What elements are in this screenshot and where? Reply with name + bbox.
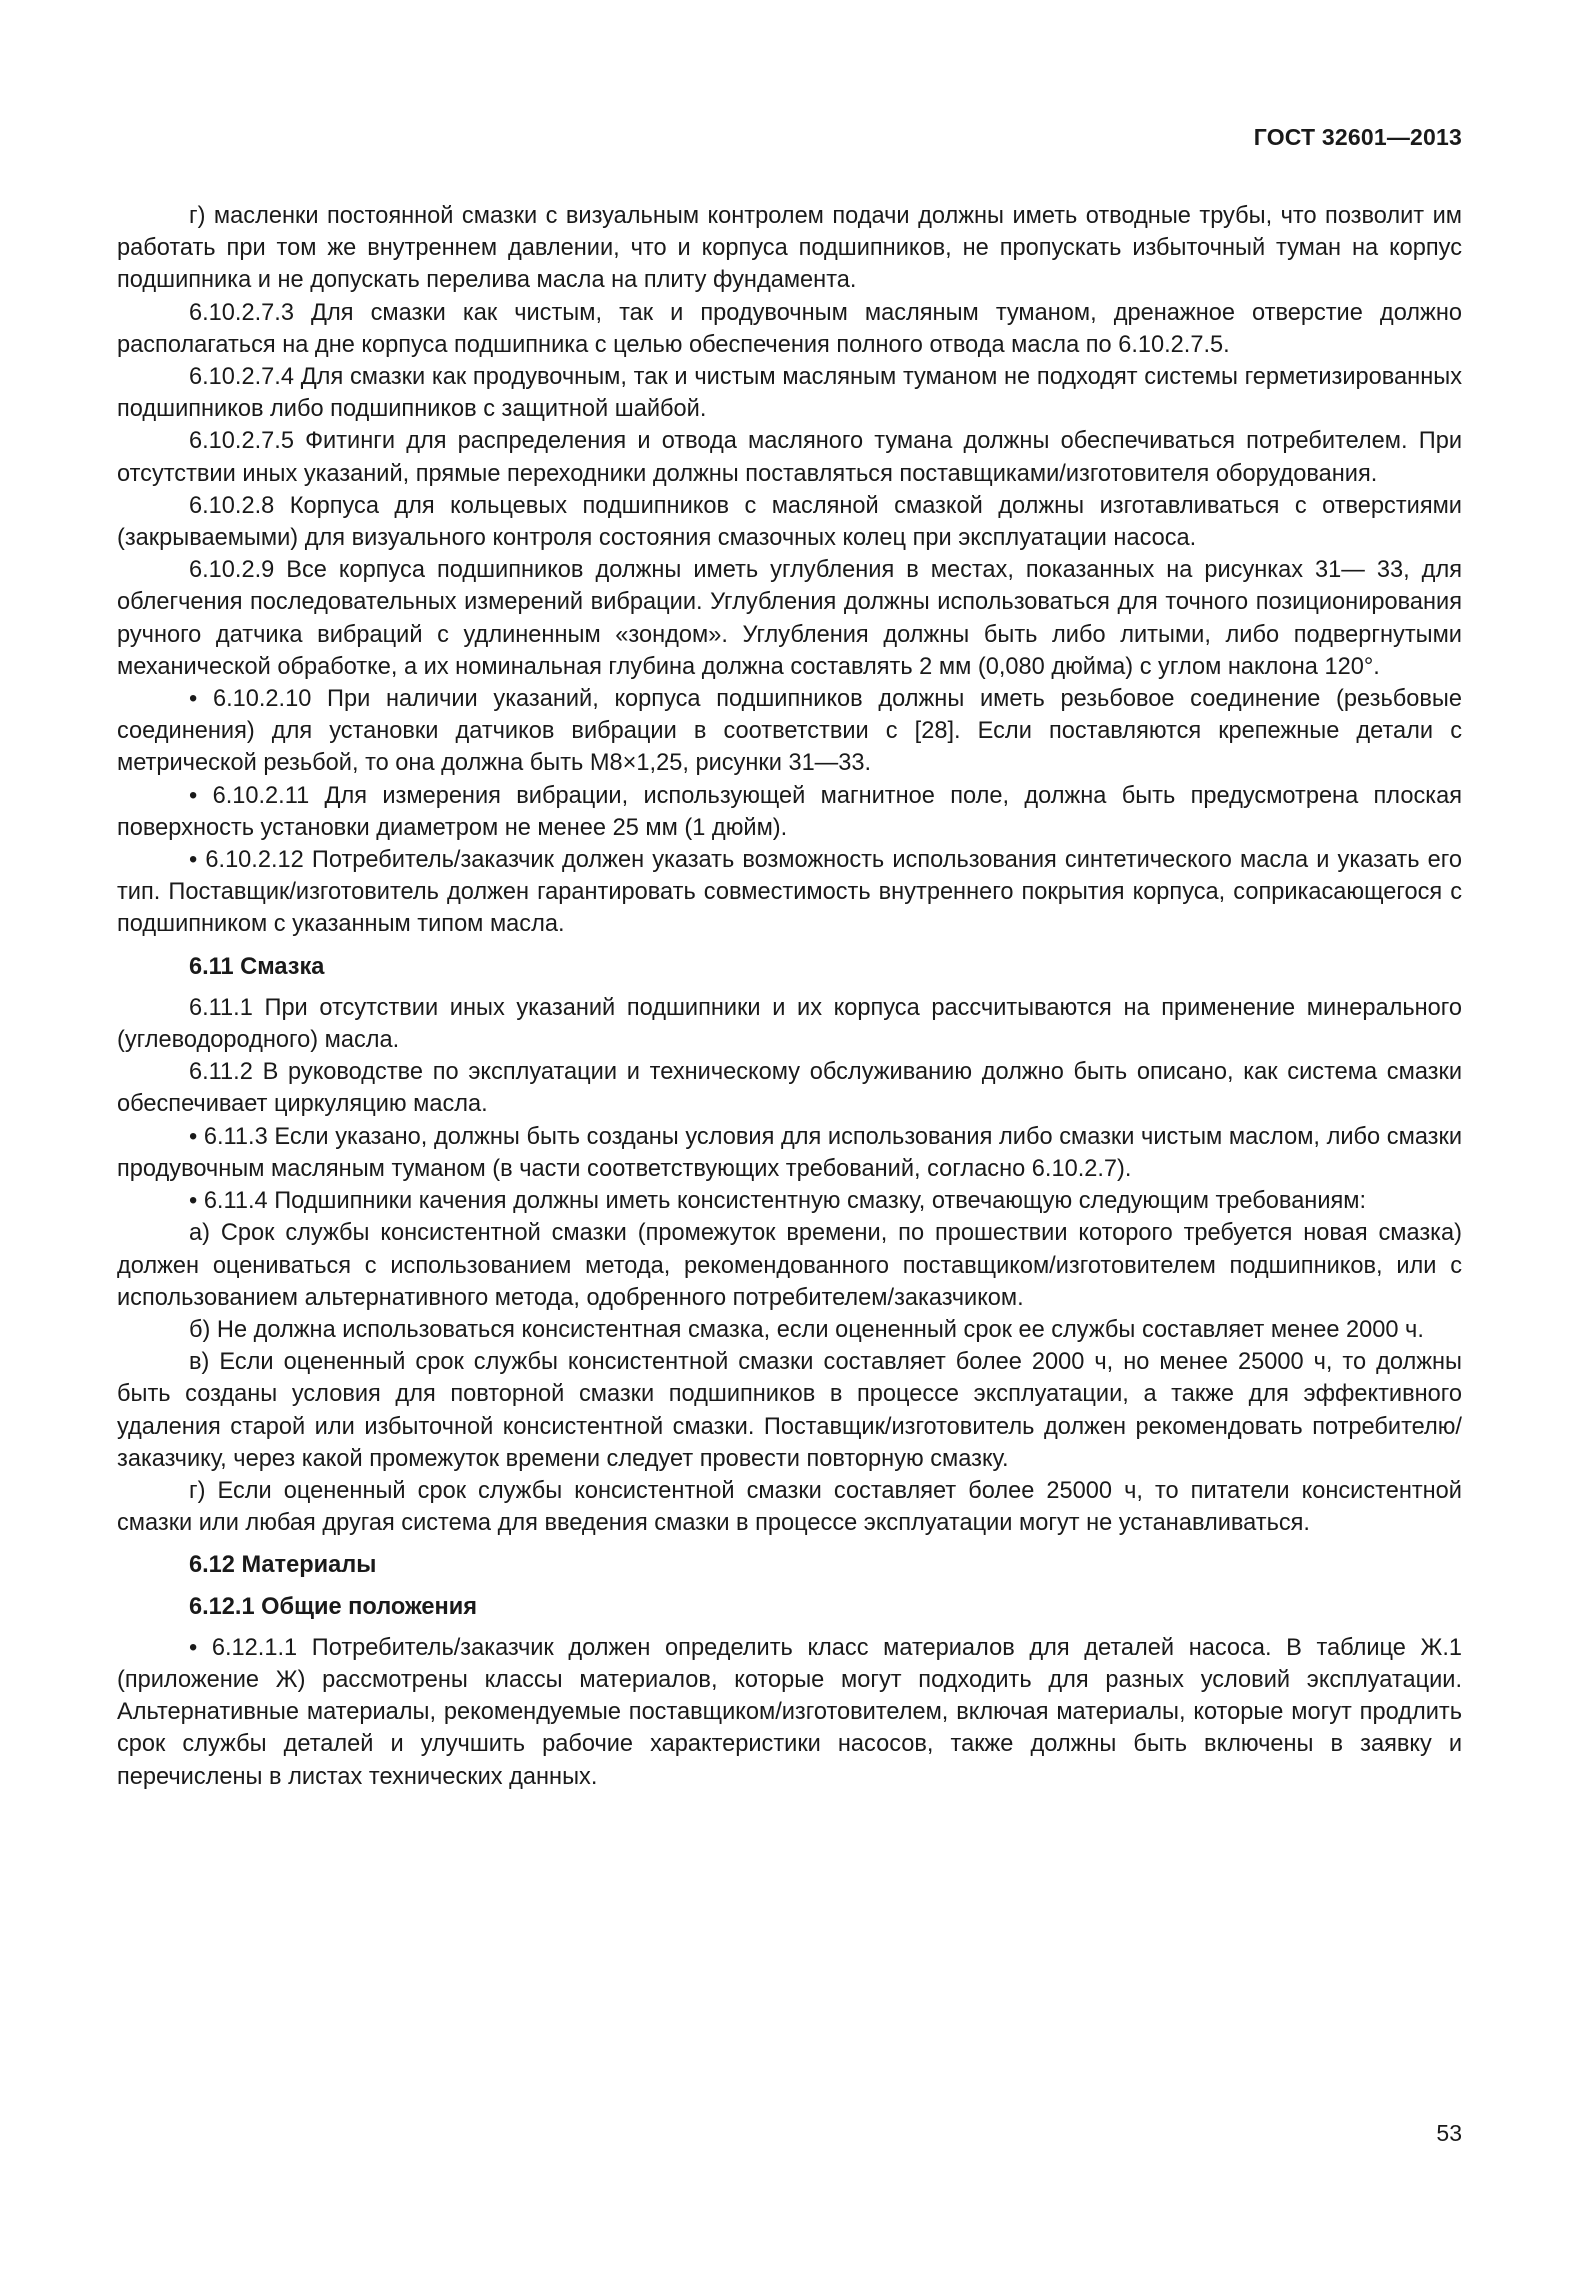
section-heading-6-12: 6.12 Материалы bbox=[189, 1552, 377, 1579]
section-heading-6-11: 6.11 Смазка bbox=[189, 953, 325, 980]
paragraph-6-10-2-10: • 6.10.2.10 При наличии указаний, корпуса подшипников должны иметь резьбовое соединение (резьбовые соединения) для установки датчиков вибрации в соответствии с [28]. Если поставляются крепежные детали с метрической резьбой, то она должна быть М8×1,25, рисунки 31—33. bbox=[117, 686, 1462, 777]
document-body bbox=[117, 200, 1462, 1793]
paragraph-6-11-2: 6.11.2 В руководстве по эксплуатации и техническому обслуживанию должно быть описано, как система смазки обеспечивает циркуляцию масла. bbox=[117, 1059, 1462, 1118]
paragraph-6-10-2-7-4: 6.10.2.7.4 Для смазки как продувочным, так и чистым масляным туманом не подходят системы герметизированных подшипников либо подшипников с защитной шайбой. bbox=[117, 364, 1462, 423]
paragraph-6-11-4-g: г) Если оцененный срок службы консистентной смазки составляет более 25000 ч, то питатели консистентной смазки или любая другая система для введения смазки в процессе эксплуатации могут не устанавливаться. bbox=[117, 1477, 1462, 1537]
paragraph-6-10-2-9: 6.10.2.9 Все корпуса подшипников должны иметь углубления в местах, показанных на рисунках 31— 33, для облегчения последовательных измерений вибрации. Углубления должны использоваться для точного позиционирования ручного датчика вибраций с удлиненным «зондом». Углубления должны быть либо литыми, либо подвергнутыми механической обработке, а их номинальная глубина должна составлять 2 мм (0,080 дюйма) с углом наклона 120°. bbox=[117, 557, 1462, 680]
paragraph-6-11-4: • 6.11.4 Подшипники качения должны иметь консистентную смазку, отвечающую следующим требованиям: bbox=[189, 1188, 1367, 1215]
paragraph-6-12-1-1: • 6.12.1.1 Потребитель/заказчик должен определить класс материалов для деталей насоса. В таблице Ж.1 (приложение Ж) рассмотрены классы материалов, которые могут подходить для разных условий эксплуатации. Альтернативные материалы, рекомендуемые поставщиком/изготовителем, включая материалы, которые могут продлить срок службы деталей и улучшить рабочие характеристики насосов, также должны быть включены в заявку и перечислены в листах технических данных. bbox=[117, 1634, 1462, 1790]
subsection-heading-6-12-1: 6.12.1 Общие положения bbox=[189, 1593, 478, 1620]
paragraph-6-11-4-a: а) Срок службы консистентной смазки (промежуток времени, по прошествии которого требуется новая смазка) должен оцениваться с использованием метода, рекомендованного поставщиком/изготовителем подшипников, или с использованием альтернативного метода, одобренного потребителем/заказчиком. bbox=[117, 1220, 1462, 1311]
paragraph-6-11-3: • 6.11.3 Если указано, должны быть созданы условия для использования либо смазки чистым маслом, либо смазки продувочным масляным туманом (в части соответствующих требований, согласно 6.10.2.7). bbox=[117, 1123, 1462, 1182]
paragraph-masl-d: г) масленки постоянной смазки с визуальным контролем подачи должны иметь отводные трубы, что позволит им работать при том же внутреннем давлении, что и корпуса подшипников, не пропускать избыточный туман на корпус подшипника и не допускать перелива масла на плиту фундамента. bbox=[117, 203, 1462, 294]
document-id: ГОСТ 32601—2013 bbox=[1253, 124, 1462, 150]
paragraph-6-11-4-v: в) Если оцененный срок службы консистентной смазки составляет более 2000 ч, но менее 25000 ч, то должны быть созданы условия для повторной смазки подшипников в процессе эксплуатации, а также для эффективного удаления старой или избыточной консистентной смазки. Поставщик/изготовитель должен рекомендовать потребителю/заказчику, через какой промежуток времени следует провести повторную смазку. bbox=[117, 1349, 1462, 1472]
paragraph-6-11-1: 6.11.1 При отсутствии иных указаний подшипники и их корпуса рассчитываются на применение минерального (углеводородного) масла. bbox=[117, 994, 1462, 1054]
paragraph-6-10-2-8: 6.10.2.8 Корпуса для кольцевых подшипников с масляной смазкой должны изготавливаться с отверстиями (закрываемыми) для визуального контроля состояния смазочных колец при эксплуатации насоса. bbox=[117, 492, 1462, 552]
paragraph-6-10-2-7-3: 6.10.2.7.3 Для смазки как чистым, так и продувочным масляным туманом, дренажное отверстие должно располагаться на дне корпуса подшипника с целью обеспечения полного отвода масла по 6.10.2.7.5. bbox=[117, 299, 1462, 358]
paragraph-6-10-2-11: • 6.10.2.11 Для измерения вибрации, использующей магнитное поле, должна быть предусмотрена плоская поверхность установки диаметром не менее 25 мм (1 дюйм). bbox=[117, 782, 1462, 841]
paragraph-6-10-2-7-5: 6.10.2.7.5 Фитинги для распределения и отвода масляного тумана должны обеспечиваться потребителем. При отсутствии иных указаний, прямые переходники должны поставляться поставщиками/изготовителя оборудования. bbox=[117, 428, 1462, 487]
paragraph-6-11-4-b: б) Не должна использоваться консистентная смазка, если оцененный срок ее службы составляет менее 2000 ч. bbox=[189, 1316, 1424, 1343]
page-number: 53 bbox=[1436, 2120, 1462, 2146]
paragraph-6-10-2-12: • 6.10.2.12 Потребитель/заказчик должен указать возможность использования синтетического масла и указать его тип. Поставщик/изготовитель должен гарантировать совместимость внутреннего покрытия корпуса, соприкасающегося с подшипником с указанным типом масла. bbox=[117, 847, 1462, 938]
